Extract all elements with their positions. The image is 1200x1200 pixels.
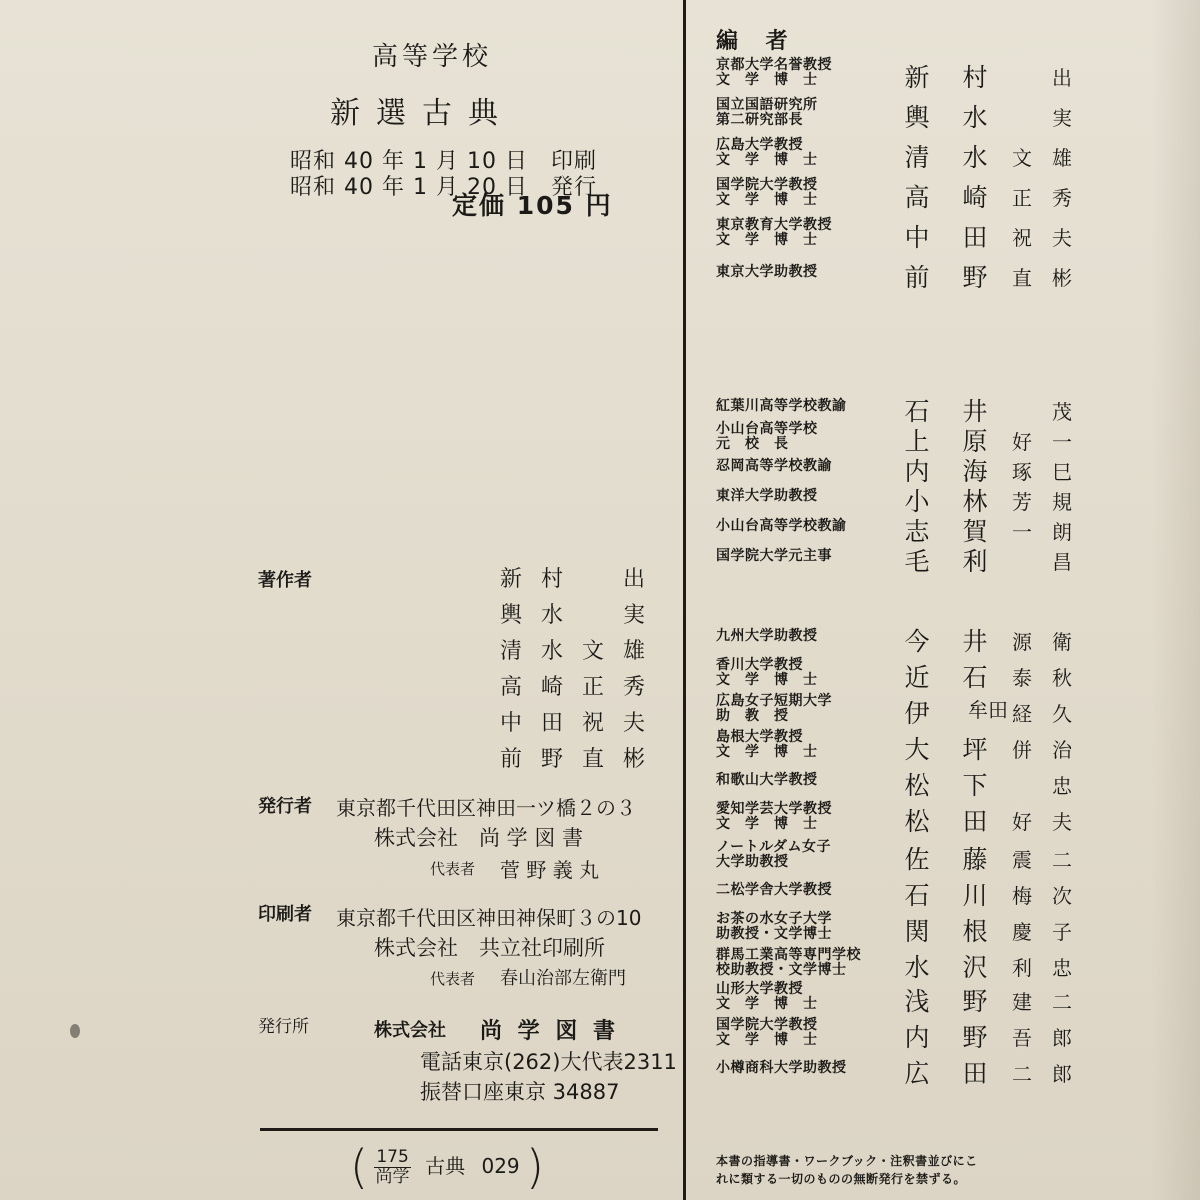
editor-name-char: 佐 bbox=[904, 845, 930, 874]
affiliation-line: 東洋大学助教授 bbox=[716, 488, 818, 504]
editor-name-char: 松 bbox=[904, 807, 930, 836]
editor-name-char: 子 bbox=[1052, 920, 1072, 944]
editor-name-char: 出 bbox=[1052, 66, 1072, 90]
affiliation-line: 香川大学教授 bbox=[716, 657, 803, 673]
affiliation-line: 国学院大学教授 bbox=[716, 177, 818, 193]
editor-name-char: 夫 bbox=[1052, 226, 1072, 250]
editor-name-char: 久 bbox=[1052, 702, 1072, 726]
print-date: 昭和 40 年 1 月 10 日 印刷 bbox=[290, 149, 597, 174]
editor-affiliation bbox=[716, 802, 832, 832]
author-name: 新 村 出 bbox=[500, 567, 651, 592]
editor-affiliation bbox=[716, 58, 832, 88]
affiliation-line: 助 教 授 bbox=[716, 708, 789, 724]
editor-name-char: 内 bbox=[904, 1023, 930, 1052]
editor-name-char: 芳 bbox=[1012, 490, 1032, 514]
affiliation-line: 元 校 長 bbox=[716, 436, 789, 452]
affiliation-line: 文 学 博 士 bbox=[716, 232, 818, 248]
editor-name-char: 一 bbox=[1012, 520, 1032, 544]
author-name: 高 崎 正 秀 bbox=[500, 675, 651, 700]
editor-name-char: 野 bbox=[962, 263, 988, 292]
publisher-company: 株式会社 尚 学 図 書 bbox=[374, 826, 584, 850]
publisher-rep-name: 菅 野 義 丸 bbox=[500, 858, 600, 882]
editor-name-char: 石 bbox=[904, 397, 930, 426]
affiliation-line: 文 学 博 士 bbox=[716, 72, 818, 88]
publishing-house-phone: 電話東京(262)大代表2311 bbox=[420, 1050, 677, 1074]
authors-label: 著作者 bbox=[258, 570, 312, 591]
editor-name-char: 藤 bbox=[962, 845, 988, 874]
printer-address: 東京都千代田区神田神保町３の10 bbox=[336, 906, 642, 930]
affiliation-line: 国立国語研究所 bbox=[716, 97, 818, 113]
publishing-house-prefix: 株式会社 bbox=[374, 1020, 446, 1041]
editor-name-char: 実 bbox=[1052, 106, 1072, 130]
affiliation-line: お茶の水女子大学 bbox=[716, 911, 832, 927]
editor-name-char: 松 bbox=[904, 771, 930, 800]
editor-name-char: 朗 bbox=[1052, 520, 1072, 544]
editor-name-char: 内 bbox=[904, 457, 930, 486]
editor-name-char: 吾 bbox=[1012, 1026, 1032, 1050]
editor-affiliation bbox=[716, 519, 847, 534]
affiliation-line: 文 学 博 士 bbox=[716, 192, 818, 208]
publishing-house-label: 発行所 bbox=[258, 1017, 309, 1037]
printer-label: 印刷者 bbox=[258, 904, 312, 925]
affiliation-line: 愛知学芸大学教授 bbox=[716, 801, 832, 817]
editor-name-char: 石 bbox=[962, 663, 988, 692]
editor-affiliation bbox=[716, 459, 832, 474]
author-name: 清 水 文 雄 bbox=[500, 639, 651, 664]
editor-name-char: 水 bbox=[962, 103, 988, 132]
editor-affiliation bbox=[716, 218, 832, 248]
editor-name-char: 忠 bbox=[1052, 956, 1072, 980]
editor-affiliation bbox=[716, 489, 818, 504]
footer-rule bbox=[260, 1128, 658, 1131]
affiliation-line: 小樽商科大学助教授 bbox=[716, 1060, 847, 1076]
affiliation-line: 九州大学助教授 bbox=[716, 628, 818, 644]
affiliation-line: 文 学 博 士 bbox=[716, 152, 818, 168]
editor-name-char: 大 bbox=[904, 735, 930, 764]
editor-name-char: 村 bbox=[962, 63, 988, 92]
book-title: 新選古典 bbox=[330, 96, 514, 131]
affiliation-line: 校助教授・文学博士 bbox=[716, 962, 847, 978]
editor-name-char: 治 bbox=[1052, 738, 1072, 762]
editor-name-char: 前 bbox=[904, 263, 930, 292]
editor-name-char: 井 bbox=[962, 627, 988, 656]
issue-date: 昭和 40 年 1 月 20 日 発行 bbox=[290, 175, 597, 200]
editor-name-char: 建 bbox=[1012, 990, 1032, 1014]
editor-name-char: 好 bbox=[1012, 430, 1032, 454]
editor-name-char: 上 bbox=[904, 427, 930, 456]
editor-name-char: 一 bbox=[1052, 430, 1072, 454]
affiliation-line: 忍岡高等学校教諭 bbox=[716, 458, 832, 474]
editor-name-char: 広 bbox=[904, 1059, 930, 1088]
editor-name-char: 経 bbox=[1012, 702, 1032, 726]
editor-name-char: 二 bbox=[1052, 990, 1072, 1014]
editor-name-char: 秋 bbox=[1052, 666, 1072, 690]
editor-name-char: 中 bbox=[904, 223, 930, 252]
affiliation-line: 大学助教授 bbox=[716, 854, 789, 870]
affiliation-line: 小山台高等学校教諭 bbox=[716, 518, 847, 534]
affiliation-line: 広島大学教授 bbox=[716, 137, 803, 153]
editor-name-char: 忠 bbox=[1052, 774, 1072, 798]
author-name: 前 野 直 彬 bbox=[500, 747, 651, 772]
editor-name-char: 野 bbox=[962, 987, 988, 1016]
editor-name-char: 下 bbox=[962, 771, 988, 800]
editor-name-char: 林 bbox=[962, 487, 988, 516]
editor-name-char: 根 bbox=[962, 917, 988, 946]
editor-affiliation bbox=[716, 694, 832, 724]
editor-name-char: 沢 bbox=[962, 953, 988, 982]
affiliation-line: 山形大学教授 bbox=[716, 981, 803, 997]
editor-name-char: 利 bbox=[1012, 956, 1032, 980]
editor-name-char: 今 bbox=[904, 627, 930, 656]
editor-name-char: 規 bbox=[1052, 490, 1072, 514]
editor-name-char: 郎 bbox=[1052, 1026, 1072, 1050]
code-subject: 古典 bbox=[425, 1153, 466, 1178]
affiliation-line: 二松学舎大学教授 bbox=[716, 882, 832, 898]
editor-name-char: 直 bbox=[1012, 266, 1032, 290]
editor-name-char: 関 bbox=[904, 917, 930, 946]
affiliation-line: 国学院大学教授 bbox=[716, 1017, 818, 1033]
editor-name-char: 牟田 bbox=[968, 698, 1008, 722]
catalog-code: ( $\frac{175}{\text{尚学}}$ 古典 029 ) bbox=[350, 1140, 544, 1194]
printer-rep-name: 春山治部左衛門 bbox=[500, 968, 626, 989]
editor-affiliation bbox=[716, 948, 861, 978]
editor-affiliation bbox=[716, 912, 832, 942]
affiliation-line: 文 学 博 士 bbox=[716, 996, 818, 1012]
editor-name-char: 野 bbox=[962, 1023, 988, 1052]
editor-name-char: 賀 bbox=[962, 517, 988, 546]
editor-affiliation bbox=[716, 982, 818, 1012]
editor-name-char: 郎 bbox=[1052, 1062, 1072, 1086]
editor-affiliation bbox=[716, 658, 818, 688]
editor-name-char: 海 bbox=[962, 457, 988, 486]
editor-name-char: 二 bbox=[1052, 848, 1072, 872]
printer-company: 株式会社 共立社印刷所 bbox=[374, 936, 605, 960]
affiliation-line: 広島女子短期大学 bbox=[716, 693, 832, 709]
author-name: 輿 水 実 bbox=[500, 603, 651, 628]
editor-name-char: 併 bbox=[1012, 738, 1032, 762]
affiliation-line: 東京大学助教授 bbox=[716, 264, 818, 280]
code-number: 029 bbox=[481, 1153, 520, 1178]
editor-affiliation bbox=[716, 730, 818, 760]
affiliation-line: 国学院大学元主事 bbox=[716, 548, 832, 564]
editor-affiliation bbox=[716, 399, 847, 414]
editor-name-char: 二 bbox=[1012, 1062, 1032, 1086]
printer-rep-label: 代表者 bbox=[430, 970, 476, 988]
editor-name-char: 崎 bbox=[962, 183, 988, 212]
editor-name-char: 茂 bbox=[1052, 400, 1072, 424]
editor-name-char: 水 bbox=[904, 953, 930, 982]
affiliation-line: 文 学 博 士 bbox=[716, 744, 818, 760]
editor-affiliation bbox=[716, 138, 818, 168]
editor-name-char: 原 bbox=[962, 427, 988, 456]
affiliation-line: 東京教育大学教授 bbox=[716, 217, 832, 233]
affiliation-line: 小山台高等学校 bbox=[716, 421, 818, 437]
editor-name-char: 雄 bbox=[1052, 146, 1072, 170]
editor-name-char: 田 bbox=[962, 223, 988, 252]
affiliation-line: 紅葉川高等学校教諭 bbox=[716, 398, 847, 414]
editor-affiliation bbox=[716, 883, 832, 898]
editor-affiliation bbox=[716, 98, 818, 128]
editor-affiliation bbox=[716, 422, 818, 452]
editor-name-char: 次 bbox=[1052, 884, 1072, 908]
editor-name-char: 水 bbox=[962, 143, 988, 172]
editor-name-char: 文 bbox=[1012, 146, 1032, 170]
editor-name-char: 輿 bbox=[904, 103, 930, 132]
column-divider bbox=[683, 0, 686, 1200]
editor-name-char: 利 bbox=[962, 547, 988, 576]
affiliation-line: 文 学 博 士 bbox=[716, 672, 818, 688]
editor-name-char: 清 bbox=[904, 143, 930, 172]
editor-name-char: 田 bbox=[962, 1059, 988, 1088]
editor-affiliation bbox=[716, 1018, 818, 1048]
editor-name-char: 慶 bbox=[1012, 920, 1032, 944]
editor-affiliation bbox=[716, 1061, 847, 1076]
editor-name-char: 近 bbox=[904, 663, 930, 692]
editor-name-char: 井 bbox=[962, 397, 988, 426]
editor-name-char: 正 bbox=[1012, 186, 1032, 210]
editor-name-char: 彬 bbox=[1052, 266, 1072, 290]
paper-mark bbox=[70, 1024, 80, 1038]
affiliation-line: 助教授・文学博士 bbox=[716, 926, 832, 942]
editor-name-char: 夫 bbox=[1052, 810, 1072, 834]
editor-name-char: 好 bbox=[1012, 810, 1032, 834]
editor-name-char: 源 bbox=[1012, 630, 1032, 654]
affiliation-line: ノートルダム女子 bbox=[716, 839, 832, 855]
editor-affiliation bbox=[716, 840, 831, 870]
editor-name-char: 祝 bbox=[1012, 226, 1032, 250]
editor-name-char: 伊 bbox=[904, 699, 930, 728]
editor-affiliation bbox=[716, 265, 818, 280]
editor-affiliation bbox=[716, 629, 818, 644]
affiliation-line: 第二研究部長 bbox=[716, 112, 803, 128]
price: 定価 105 円 bbox=[452, 191, 613, 220]
publishing-house-account: 振替口座東京 34887 bbox=[420, 1080, 620, 1104]
publishing-house-name: 尚 学 図 書 bbox=[480, 1019, 619, 1044]
affiliation-line: 京都大学名誉教授 bbox=[716, 57, 832, 73]
affiliation-line: 群馬工業高等専門学校 bbox=[716, 947, 861, 963]
school-level: 高等学校 bbox=[372, 42, 493, 72]
affiliation-line: 和歌山大学教授 bbox=[716, 772, 818, 788]
editor-name-char: 高 bbox=[904, 183, 930, 212]
editor-name-char: 毛 bbox=[904, 547, 930, 576]
editor-name-char: 昌 bbox=[1052, 550, 1072, 574]
notice-line-2: れに類する一切のものの無断発行を禁ずる。 bbox=[716, 1172, 967, 1186]
publisher-rep-label: 代表者 bbox=[430, 860, 476, 878]
editor-affiliation bbox=[716, 549, 832, 564]
editor-name-char: 新 bbox=[904, 63, 930, 92]
page-edge-shadow bbox=[1150, 0, 1200, 1200]
editor-name-char: 川 bbox=[962, 881, 988, 910]
editor-affiliation bbox=[716, 773, 818, 788]
editor-name-char: 浅 bbox=[904, 987, 930, 1016]
editor-name-char: 巳 bbox=[1052, 460, 1072, 484]
affiliation-line: 文 学 博 士 bbox=[716, 1032, 818, 1048]
editor-name-char: 梅 bbox=[1012, 884, 1032, 908]
editor-name-char: 田 bbox=[962, 807, 988, 836]
publisher-label: 発行者 bbox=[258, 796, 312, 817]
code-denominator: 尚学 bbox=[375, 1166, 410, 1187]
code-numerator: 175 bbox=[376, 1146, 409, 1167]
editor-name-char: 石 bbox=[904, 881, 930, 910]
editor-name-char: 泰 bbox=[1012, 666, 1032, 690]
editor-name-char: 小 bbox=[904, 487, 930, 516]
editor-affiliation bbox=[716, 178, 818, 208]
editors-heading: 編 者 bbox=[716, 29, 798, 54]
editor-name-char: 志 bbox=[904, 517, 930, 546]
notice-line-1: 本書の指導書・ワークブック・注釈書並びにこ bbox=[716, 1154, 978, 1168]
publisher-address: 東京都千代田区神田一ツ橋２の３ bbox=[336, 796, 636, 820]
editor-name-char: 震 bbox=[1012, 848, 1032, 872]
editor-name-char: 衛 bbox=[1052, 630, 1072, 654]
author-name: 中 田 祝 夫 bbox=[500, 711, 651, 736]
affiliation-line: 島根大学教授 bbox=[716, 729, 803, 745]
affiliation-line: 文 学 博 士 bbox=[716, 816, 818, 832]
editor-name-char: 秀 bbox=[1052, 186, 1072, 210]
editor-name-char: 琢 bbox=[1012, 460, 1032, 484]
editor-name-char: 坪 bbox=[962, 735, 988, 764]
